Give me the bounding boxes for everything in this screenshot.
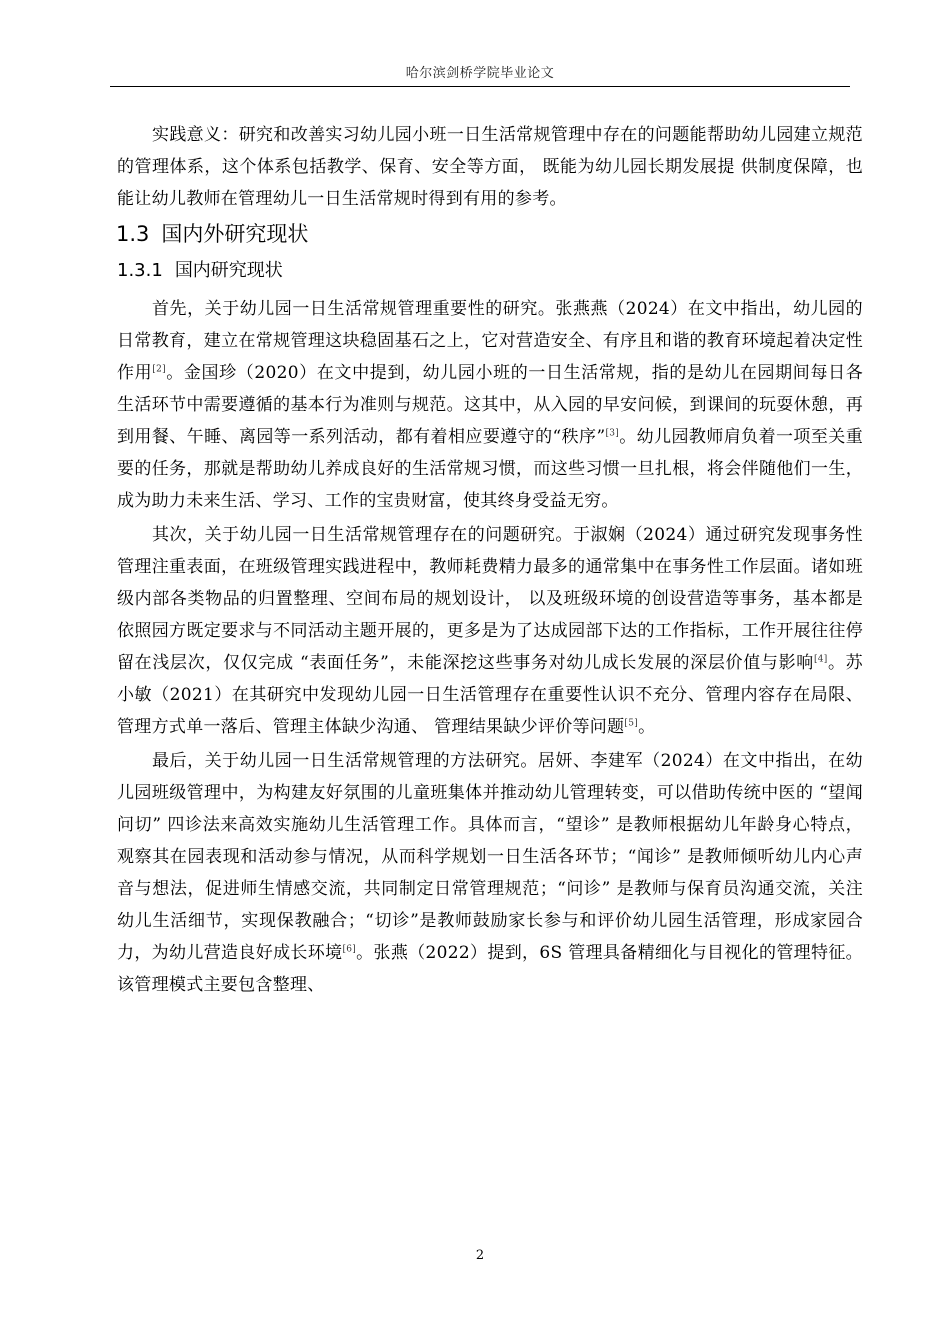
methods-research-paragraph [117, 745, 863, 1001]
citation-3: [3] [605, 428, 620, 439]
page-number: 2 [475, 1248, 485, 1263]
citation-4: [4] [813, 654, 828, 665]
subsection-heading-1-3-1 [117, 257, 863, 285]
text-run: 首先，关于幼儿园一日生活常规管理重要性的研究。张燕燕（2024）在文中指出，幼儿园的日常教育，建立在常规管理这块稳固基石之上，它对营造安全、有序且和谐的教育环境起着决定性作用 [117, 299, 863, 383]
text-run: 。金国珍（2020）在文中提到，幼儿园小班的一日生活常规，指的是幼儿在园期间每日各生活环节中需要遵循的基本行为准则与规范。这其中，从入园的早安问候，到课间的玩耍休憩，再到用餐、午睡、离园等一系列活动，都有着相应要遵守的“秩序” [117, 363, 863, 447]
section-number: 1.3 [116, 222, 150, 246]
thesis-body [117, 119, 863, 1003]
text-run: 。幼儿园教师肩负着一项至关重要的任务，那就是帮助幼儿养成良好的生活常规习惯，而这些习惯一旦扎根，将会伴随他们一生，成为助力未来生活、学习、工作的宝贵财富，使其终身受益无穷。 [117, 427, 863, 511]
citation-2: [2] [152, 364, 166, 375]
subsection-number: 1.3.1 [117, 260, 163, 281]
citation-5: [5] [624, 718, 639, 729]
text-run: 。 [638, 717, 656, 737]
practical-significance-paragraph: 实践意义：研究和改善实习幼儿园小班一日生活常规管理中存在的问题能帮助幼儿园建立规范的管理体系，这个体系包括教学、保育、安全等方面， 既能为幼儿园长期发展提 供制度保障，也能让幼儿教师在管理幼儿一日生活常规时得到有用的参考。 [117, 125, 863, 209]
citation-6: [6] [342, 944, 357, 955]
section-title: 国内外研究现状 [161, 222, 309, 246]
subsection-title: 国内研究现状 [174, 260, 283, 281]
text-run: 。苏小敏（2021）在其研究中发现幼儿园一日生活管理存在重要性认识不充分、管理内容存在局限、管理方式单一落后、管理主体缺少沟通、 管理结果缺少评价等问题 [117, 653, 863, 737]
text-run: 其次，关于幼儿园一日生活常规管理存在的问题研究。于淑娴（2024）通过研究发现事务性管理注重表面，在班级管理实践进程中，教师耗费精力最多的通常集中在事务性工作层面。诸如班级内部各类物品的归置整理、空间布局的规划设计， 以及班级环境的创设营造等事务，基本都是依照园方既定要求与不同活动主题开展的，更多是为了达成园部下达的工作指标，工作开展往往停留在浅层次，仅仅完成 “表面任务”，未能深挖这些事务对幼儿成长发展的深层价值与影响 [117, 525, 863, 673]
running-header: 哈尔滨剑桥学院毕业论文 [405, 66, 555, 81]
text-run: 最后，关于幼儿园一日生活常规管理的方法研究。居妍、李建军（2024）在文中指出，在幼儿园班级管理中，为构建友好氛围的儿童班集体并推动幼儿管理转变，可以借助传统中医的 “望闻问切” 四诊法来高效实施幼儿生活管理工作。具体而言，“望诊” 是教师根据幼儿年龄身心特点，观察其在园表现和活动参与情况，从而科学规划一日生活各环节；“闻诊” 是教师倾听幼儿内心声音与想法，促进师生情感交流，共同制定日常管理规范；“问诊” 是教师与保育员沟通交流，关注幼儿生活细节，实现保教融合；“切诊”是教师鼓励家长参与和评价幼儿园生活管理，形成家园合力，为幼儿营造良好成长环境 [117, 751, 863, 963]
importance-research-paragraph [117, 293, 863, 517]
section-heading-1-3 [116, 219, 863, 249]
problems-research-paragraph [117, 519, 863, 743]
text-run: 。张燕（2022）提到，6S 管理具备精细化与目视化的管理特征。该管理模式主要包含整理、 [117, 943, 863, 995]
header-divider [110, 86, 850, 87]
